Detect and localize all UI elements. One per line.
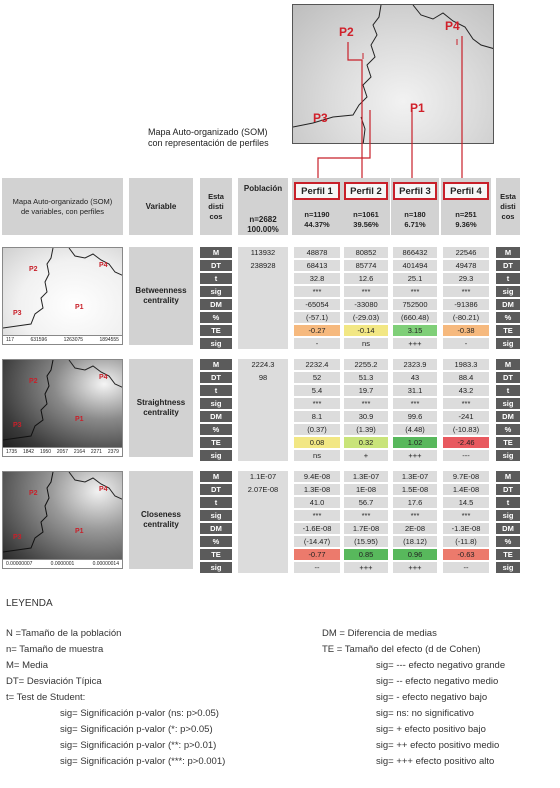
thumb-label-p4: P4	[99, 262, 108, 269]
profile-2-value: ***	[344, 398, 388, 409]
profile-2-value: ***	[344, 510, 388, 521]
profile-2-value: 1.7E-08	[344, 523, 388, 534]
profile-3-value: 17.6	[393, 497, 437, 508]
profile-4-value: 29.3	[443, 273, 489, 284]
axis-tick-label: 1735	[6, 449, 18, 455]
stat-label: M	[200, 359, 232, 370]
thumbnail-som-2	[2, 359, 123, 457]
profile-1-value: (0.37)	[294, 424, 340, 435]
profile-1-value: 52	[294, 372, 340, 383]
axis-tick-label: 2164	[73, 449, 85, 455]
legend-item: DT= Desviación Típica	[6, 676, 102, 687]
thumb-label-p2: P2	[29, 490, 38, 497]
profile-2-value: (1.39)	[344, 424, 388, 435]
stat-label: DT	[200, 260, 232, 271]
profile-4-value: 9.7E-08	[443, 471, 489, 482]
profile-4-value: 22546	[443, 247, 489, 258]
profile-n: n=180	[404, 210, 426, 219]
profile-4-value: -241	[443, 411, 489, 422]
profile-1-value: 48878	[294, 247, 340, 258]
stat-label-right: DM	[496, 299, 520, 310]
profile-1-value: -	[294, 338, 340, 349]
variable-line: Closeness	[140, 510, 182, 519]
profile-1-value: ns	[294, 450, 340, 461]
stat-label-right: t	[496, 273, 520, 284]
stat-label: t	[200, 273, 232, 284]
stat-label-right: sig	[496, 562, 520, 573]
poblacion-label: Población	[243, 184, 283, 193]
axis-tick-label: 1842	[22, 449, 35, 455]
profile-4-value: ---	[443, 450, 489, 461]
profile-3-value: 43	[393, 372, 437, 383]
variable-name	[129, 359, 193, 457]
profile-3-value: (660.48)	[393, 312, 437, 323]
stat-label: DT	[200, 372, 232, 383]
legend-item: n= Tamaño de muestra	[6, 644, 104, 655]
profile-1-value: ***	[294, 510, 340, 521]
profile-4-value: 14.5	[443, 497, 489, 508]
profile-2-value: 0.32	[344, 437, 388, 448]
legend-item: sig= Significación p-valor (*: p>0.05)	[60, 724, 213, 735]
axis-tick-label: 1950	[39, 449, 52, 455]
est-line: Esta	[208, 191, 224, 201]
profile-1-value: 8.1	[294, 411, 340, 422]
variable-line: Straightness	[136, 398, 186, 407]
header-variable: Variable	[129, 178, 193, 235]
thumb-label-p3: P3	[13, 422, 22, 429]
thumbnail-axis	[3, 559, 122, 568]
profile-2-value: 30.9	[344, 411, 388, 422]
profile-3-value: 31.1	[393, 385, 437, 396]
profile-3-value: 3.15	[393, 325, 437, 336]
profile-1-value: 32.8	[294, 273, 340, 284]
legend-item: N =Tamaño de la población	[6, 628, 122, 639]
stat-label: t	[200, 497, 232, 508]
profile-pct: 6.71%	[404, 220, 426, 229]
profile-4-value: (-11.8)	[443, 536, 489, 547]
est-line: Esta	[500, 191, 516, 201]
profile-4-value: --	[443, 562, 489, 573]
caption-line: Mapa Auto-organizado (SOM)	[148, 127, 268, 137]
legend-title: LEYENDA	[6, 598, 53, 609]
profile-2-value: 2255.2	[344, 359, 388, 370]
top-map-label-p4: P4	[445, 19, 460, 33]
profile-1-value: -0.27	[294, 325, 340, 336]
stat-label: t	[200, 385, 232, 396]
profile-2-value: 51.3	[344, 372, 388, 383]
profile-name: Perfil 3	[393, 182, 437, 200]
stat-label: M	[200, 471, 232, 482]
profile-3-value: 0.96	[393, 549, 437, 560]
profile-3-value: 1.5E-08	[393, 484, 437, 495]
stat-label: DM	[200, 411, 232, 422]
profile-4-value: -0.38	[443, 325, 489, 336]
profile-3-value: 99.6	[393, 411, 437, 422]
stat-label-right: t	[496, 385, 520, 396]
variable-name	[129, 471, 193, 569]
legend-item: t= Test de Student:	[6, 692, 86, 703]
thumbnail-axis	[3, 335, 122, 344]
est-line: disti	[208, 201, 224, 211]
profile-3-value: 866432	[393, 247, 437, 258]
profile-4-value: ***	[443, 510, 489, 521]
profile-1-value: -65054	[294, 299, 340, 310]
axis-tick-label: 1263075	[63, 337, 84, 343]
thumb-label-p1: P1	[75, 416, 84, 423]
profile-1-value: -0.77	[294, 549, 340, 560]
profile-4-value: 43.2	[443, 385, 489, 396]
profile-4-value: 49478	[443, 260, 489, 271]
stat-label: M	[200, 247, 232, 258]
stat-label-right: t	[496, 497, 520, 508]
legend-item: sig= ++ efecto positivo medio	[376, 740, 500, 751]
profile-pct: 9.36%	[455, 220, 477, 229]
axis-tick-label: 117	[6, 337, 14, 343]
profile-1-value: (-57.1)	[294, 312, 340, 323]
thumbnail-axis	[3, 447, 122, 456]
stat-label: TE	[200, 437, 232, 448]
poblacion-value: 1.1E-07	[249, 472, 277, 481]
profile-header-4	[441, 178, 491, 235]
profile-header-3	[391, 178, 439, 235]
stat-label-right: M	[496, 471, 520, 482]
axis-tick-label: 1894555	[99, 337, 119, 343]
header-som-line: de variables, con perfiles	[21, 206, 104, 216]
stat-label: sig	[200, 338, 232, 349]
profile-2-value: +	[344, 450, 388, 461]
profile-4-value: 1983.3	[443, 359, 489, 370]
stat-label-right: TE	[496, 325, 520, 336]
profile-3-value: +++	[393, 450, 437, 461]
profile-2-value: (-29.03)	[344, 312, 388, 323]
profile-1-value: 68413	[294, 260, 340, 271]
stat-label: %	[200, 536, 232, 547]
profile-3-value: +++	[393, 562, 437, 573]
stat-label: DM	[200, 299, 232, 310]
profile-header-2	[342, 178, 390, 235]
legend-item: TE = Tamaño del efecto (d de Cohen)	[322, 644, 481, 655]
stat-label-right: %	[496, 312, 520, 323]
profile-2-value: 1E-08	[344, 484, 388, 495]
profile-4-value: 88.4	[443, 372, 489, 383]
stat-label-right: TE	[496, 437, 520, 448]
thumb-label-p4: P4	[99, 486, 108, 493]
profile-2-value: 0.85	[344, 549, 388, 560]
poblacion-n: n=2682	[249, 215, 277, 224]
profile-3-value: 752500	[393, 299, 437, 310]
axis-tick-label: 631596	[30, 337, 48, 343]
legend-item: sig= +++ efecto positivo alto	[376, 756, 495, 767]
poblacion-value: 98	[258, 373, 268, 382]
stat-label-right: %	[496, 424, 520, 435]
thumb-label-p2: P2	[29, 378, 38, 385]
stat-label-right: M	[496, 359, 520, 370]
est-line: cos	[209, 211, 223, 221]
axis-tick-label: 0.00000007	[6, 561, 33, 567]
poblacion-value: 2.07E-08	[247, 485, 279, 494]
thumb-label-p1: P1	[75, 528, 84, 535]
profile-pct: 44.37%	[304, 220, 330, 229]
profile-4-value: (-80.21)	[443, 312, 489, 323]
stat-label-right: DM	[496, 411, 520, 422]
profile-4-value: -91386	[443, 299, 489, 310]
legend-left	[6, 626, 225, 770]
axis-tick-label: 0.00000014	[92, 561, 119, 567]
stat-label-right: TE	[496, 549, 520, 560]
profile-pct: 39.56%	[353, 220, 379, 229]
profile-2-value: 85774	[344, 260, 388, 271]
thumb-label-p3: P3	[13, 534, 22, 541]
thumbnail-som-3	[2, 471, 123, 569]
profile-4-value: ***	[443, 398, 489, 409]
poblacion-pct: 100.00%	[247, 225, 279, 234]
profile-1-value: 9.4E-08	[294, 471, 340, 482]
stat-label: sig	[200, 450, 232, 461]
profile-1-value: ***	[294, 398, 340, 409]
profile-4-value: -1.3E-08	[443, 523, 489, 534]
stat-label: DT	[200, 484, 232, 495]
thumb-label-p3: P3	[13, 310, 22, 317]
profile-2-value: 19.7	[344, 385, 388, 396]
thumb-label-p4: P4	[99, 374, 108, 381]
profile-n: n=251	[455, 210, 477, 219]
stat-label: sig	[200, 510, 232, 521]
profile-3-value: ***	[393, 510, 437, 521]
axis-tick-label: 0.0000001	[50, 561, 75, 567]
legend-item: sig= + efecto positivo bajo	[376, 724, 486, 735]
stat-label: DM	[200, 523, 232, 534]
legend-item: sig= --- efecto negativo grande	[376, 660, 506, 671]
profile-4-value: -0.63	[443, 549, 489, 560]
variable-name	[129, 247, 193, 345]
legend-item: sig= Significación p-valor (**: p>0.01)	[60, 740, 217, 751]
profile-1-value: 0.08	[294, 437, 340, 448]
axis-tick-label: 2057	[56, 449, 69, 455]
header-poblacion	[238, 178, 288, 235]
stat-label-right: sig	[496, 286, 520, 297]
thumb-label-p1: P1	[75, 304, 84, 311]
profile-3-value: 401494	[393, 260, 437, 271]
profile-3-value: 25.1	[393, 273, 437, 284]
stat-label: sig	[200, 562, 232, 573]
profile-3-value: (18.12)	[393, 536, 437, 547]
profile-3-value: ***	[393, 398, 437, 409]
stat-label-right: DT	[496, 372, 520, 383]
header-som-line: Mapa Auto-organizado (SOM)	[12, 196, 113, 206]
profile-1-value: (-14.47)	[294, 536, 340, 547]
stat-label-right: DT	[496, 484, 520, 495]
top-map-label-p2: P2	[339, 25, 354, 39]
est-line: disti	[500, 201, 516, 211]
stat-label-right: M	[496, 247, 520, 258]
poblacion-value: 2224.3	[251, 360, 275, 369]
profile-1-value: -1.6E-08	[294, 523, 340, 534]
stat-label: sig	[200, 398, 232, 409]
profile-3-value: 1.02	[393, 437, 437, 448]
profile-2-value: 80852	[344, 247, 388, 258]
caption-line: con representación de perfiles	[148, 138, 269, 148]
stat-label: sig	[200, 286, 232, 297]
profile-1-value: --	[294, 562, 340, 573]
stat-label-right: sig	[496, 338, 520, 349]
axis-tick-label: 2379	[107, 449, 119, 455]
profile-name: Perfil 2	[344, 182, 388, 200]
profile-header-1	[292, 178, 342, 235]
axis-tick-label: 2271	[90, 449, 102, 455]
profile-3-value: (4.48)	[393, 424, 437, 435]
stat-label-right: sig	[496, 398, 520, 409]
header-estadisticos	[200, 178, 232, 235]
variable-line: centrality	[143, 408, 179, 417]
variable-line: Betweenness	[135, 286, 187, 295]
profile-4-value: -	[443, 338, 489, 349]
profile-2-value: 12.6	[344, 273, 388, 284]
stat-label: TE	[200, 549, 232, 560]
legend-item: sig= -- efecto negativo medio	[376, 676, 499, 687]
stat-label-right: DM	[496, 523, 520, 534]
profile-3-value: 2E-08	[393, 523, 437, 534]
thumb-label-p2: P2	[29, 266, 38, 273]
profile-1-value: 2232.4	[294, 359, 340, 370]
profile-4-value: -2.46	[443, 437, 489, 448]
profile-1-value: 5.4	[294, 385, 340, 396]
profile-3-value: +++	[393, 338, 437, 349]
profile-4-value: ***	[443, 286, 489, 297]
top-map-label-p1: P1	[410, 101, 425, 115]
stat-label-right: DT	[496, 260, 520, 271]
profile-2-value: -0.14	[344, 325, 388, 336]
profile-n: n=1061	[353, 210, 379, 219]
profile-name: Perfil 4	[443, 182, 489, 200]
legend-item: DM = Diferencia de medias	[322, 628, 437, 639]
profile-3-value: ***	[393, 286, 437, 297]
profile-4-value: 1.4E-08	[443, 484, 489, 495]
variable-line: centrality	[143, 520, 179, 529]
stat-label: TE	[200, 325, 232, 336]
legend-item: sig= Significación p-valor (ns: p>0.05)	[60, 708, 219, 719]
top-map-label-p3: P3	[313, 111, 328, 125]
profile-4-value: (-10.83)	[443, 424, 489, 435]
profile-2-value: 1.3E-07	[344, 471, 388, 482]
profile-1-value: 41.0	[294, 497, 340, 508]
legend-item: sig= Significación p-valor (***: p>0.001)	[60, 756, 226, 767]
variable-line: centrality	[143, 296, 179, 305]
profile-1-value: ***	[294, 286, 340, 297]
profile-2-value: ns	[344, 338, 388, 349]
poblacion-value: 238928	[250, 261, 276, 270]
profile-connectors	[0, 0, 560, 200]
profile-2-value: 56.7	[344, 497, 388, 508]
profile-2-value: +++	[344, 562, 388, 573]
profile-n: n=1190	[304, 210, 330, 219]
profile-name: Perfil 1	[294, 182, 340, 200]
legend-item: sig= ns: no significativo	[376, 708, 474, 719]
profile-1-value: 1.3E-08	[294, 484, 340, 495]
profile-2-value: -33080	[344, 299, 388, 310]
header-som	[2, 178, 123, 235]
legend-item: M= Media	[6, 660, 48, 671]
poblacion-value: 113932	[250, 248, 276, 257]
stat-label-right: %	[496, 536, 520, 547]
profile-2-value: (15.95)	[344, 536, 388, 547]
thumbnail-som-1	[2, 247, 123, 345]
profile-3-value: 1.3E-07	[393, 471, 437, 482]
header-estadisticos-right	[496, 178, 520, 235]
stat-label: %	[200, 424, 232, 435]
est-line: cos	[501, 211, 515, 221]
legend-item: sig= - efecto negativo bajo	[376, 692, 488, 703]
stat-label-right: sig	[496, 450, 520, 461]
legend-right	[322, 626, 505, 770]
profile-2-value: ***	[344, 286, 388, 297]
stat-label-right: sig	[496, 510, 520, 521]
profile-3-value: 2323.9	[393, 359, 437, 370]
stat-label: %	[200, 312, 232, 323]
